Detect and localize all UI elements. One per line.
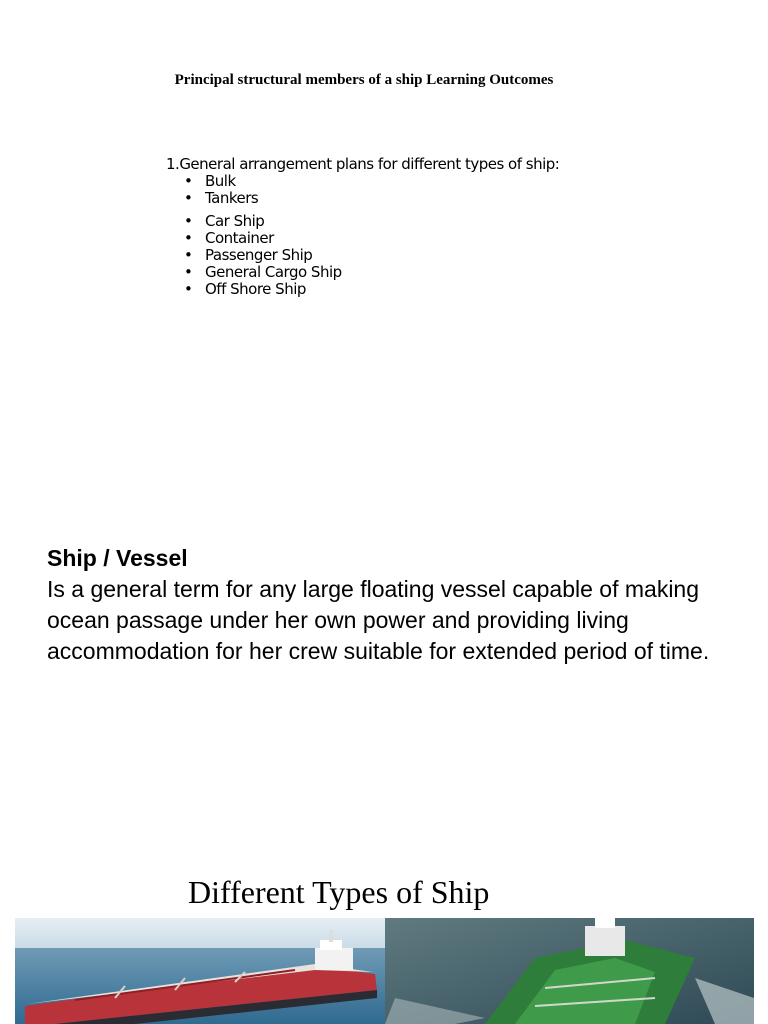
list-item: • General Cargo Ship <box>184 263 342 281</box>
list-item: • Off Shore Ship <box>184 280 306 298</box>
list-item: • Container <box>184 229 274 247</box>
bulk-carrier-photo <box>15 918 385 1024</box>
types-heading: Different Types of Ship <box>188 874 490 910</box>
definition-block <box>47 543 747 667</box>
bullet-icon: • <box>184 246 193 264</box>
definition-title: Ship / Vessel <box>47 545 188 571</box>
page-title <box>0 72 728 89</box>
list-item: • Tankers <box>184 189 259 207</box>
bullet-icon: • <box>184 263 193 281</box>
ship-types-list <box>184 173 342 298</box>
definition-text: Is a general term for any large floating vessel capable of making ocean passage under her own power and providing living accommodation for her crew suitable for extended period of time. <box>47 576 710 664</box>
ship-photo-strip <box>15 918 754 1024</box>
list-item: • Car Ship <box>184 212 265 230</box>
outcome-number: 1. <box>166 155 180 173</box>
bullet-icon: • <box>184 212 193 230</box>
bullet-icon: • <box>184 280 193 298</box>
page-title-text: Principal structural members of a ship Learning Outcomes <box>174 72 554 88</box>
bullet-icon: • <box>184 229 193 247</box>
list-item: • Passenger Ship <box>184 246 313 264</box>
bullet-icon: • <box>184 189 193 207</box>
list-item: • Bulk <box>184 172 236 190</box>
bullet-icon: • <box>184 172 193 190</box>
tanker-photo <box>385 918 754 1024</box>
learning-outcome-item <box>166 155 559 173</box>
outcome-text: General arrangement plans for different types of ship: <box>179 155 560 173</box>
